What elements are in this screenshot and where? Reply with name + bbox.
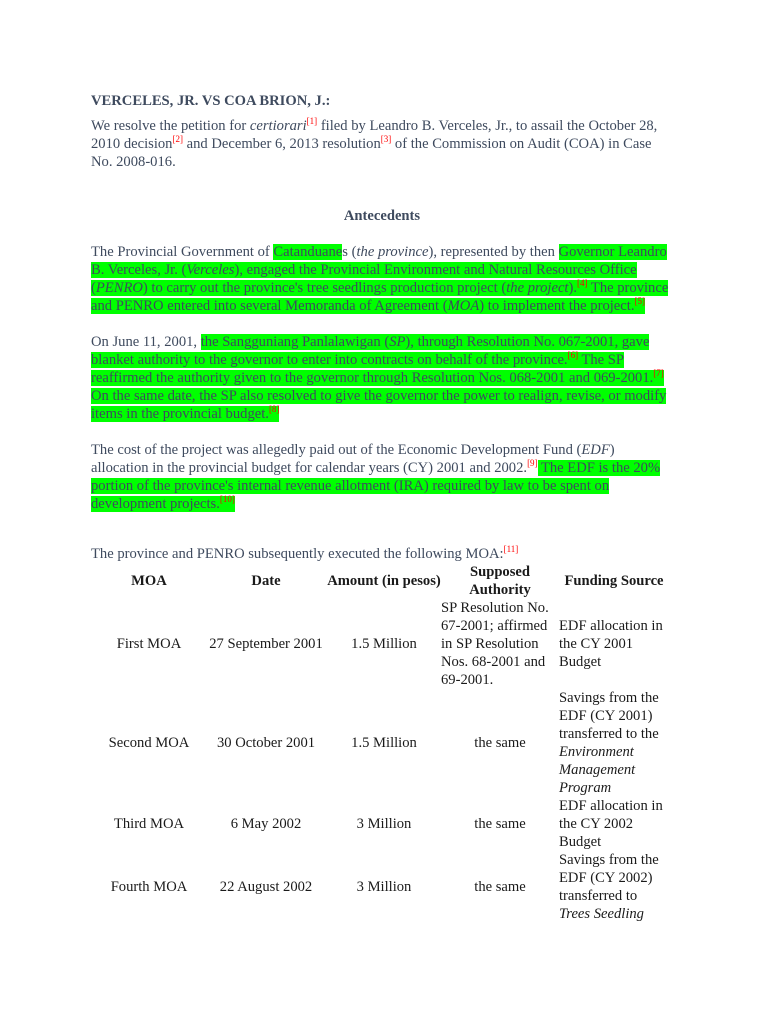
document-body bbox=[91, 92, 673, 513]
cell-date: 22 August 2002 bbox=[219, 879, 313, 895]
column-header-date: Date bbox=[251, 573, 281, 589]
cell-amount: 1.5 Million bbox=[351, 636, 417, 652]
text: s ( bbox=[342, 244, 357, 260]
column-header-amount: Amount (in pesos) bbox=[327, 573, 441, 589]
paragraph-background bbox=[91, 243, 673, 315]
text: We resolve the petition for bbox=[91, 118, 250, 134]
text: EDF bbox=[581, 442, 610, 458]
cell-date: 27 September 2001 bbox=[209, 636, 323, 652]
text: The province and PENRO subsequently executed the following MOA: bbox=[91, 546, 504, 562]
text: ), represented by then bbox=[428, 244, 559, 260]
footnote-ref[interactable]: [6] bbox=[567, 350, 579, 361]
cell-funding-source: Savings from the EDF (CY 2001) transferred to the Environment Management Program bbox=[559, 690, 659, 796]
highlighted-text: engaged the Provincial Environment and Natural Resources Office (PENRO) to carry out the province's tree seedlings production project (the project).[4] The province and PENRO entered into several Memoranda of Agreement (MOA) to implement the project.[5] bbox=[91, 262, 669, 314]
text: and December 6, 2013 resolution bbox=[182, 136, 381, 152]
cell-authority: the same bbox=[474, 879, 526, 895]
text: the province bbox=[356, 244, 429, 260]
paragraph-moa-intro bbox=[91, 545, 518, 563]
highlighted-text: Governor Leandro B. Verceles, Jr. (Verceles), bbox=[91, 244, 667, 278]
column-header-moa: MOA bbox=[131, 573, 167, 589]
text: filed by Leandro B. Verceles, Jr., to assail the October 28, 2010 decision bbox=[91, 118, 658, 152]
text: ) allocation in the provincial budget for calendar years (CY) 2001 and 2002. bbox=[91, 442, 615, 476]
footnote-ref[interactable]: [2] bbox=[172, 134, 183, 145]
cell-funding-source: Savings from the EDF (CY 2002) transferred to Trees Seedling bbox=[559, 852, 659, 922]
cell-moa: Second MOA bbox=[108, 735, 190, 751]
section-heading: Antecedents bbox=[343, 208, 421, 224]
text: The Provincial Government of bbox=[91, 244, 274, 260]
column-header-funding-source: Funding Source bbox=[564, 573, 664, 589]
highlighted-text: Catanduane bbox=[273, 244, 343, 260]
cell-amount: 3 Million bbox=[356, 816, 412, 832]
footnote-ref[interactable]: [9] bbox=[527, 458, 538, 469]
table-row bbox=[93, 689, 669, 797]
moa-table bbox=[93, 563, 669, 923]
footnote-ref[interactable]: [11] bbox=[503, 544, 519, 555]
table-row bbox=[93, 797, 669, 851]
cell-moa: Fourth MOA bbox=[110, 879, 188, 895]
table-header-row bbox=[93, 563, 669, 599]
footnote-ref[interactable]: [3] bbox=[380, 134, 392, 145]
footnote-ref[interactable]: [10] bbox=[219, 494, 235, 505]
footnote-ref[interactable]: [4] bbox=[577, 278, 588, 289]
highlighted-text: the Sangguniang Panlalawigan (SP), through Resolution No. 067-2001, gave blanket authority to the governor to enter into contracts on behalf of the province.[6] The SP reaffirmed the authority given to the governor through Resolution Nos. 068-2001 and 069-2001.[7] On the same date, the SP also resolved to give the governor the power to realign, revise, or modify items in the provincial budget.[8] bbox=[91, 334, 667, 422]
case-title: VERCELES, JR. VS COA BRION, J.: bbox=[91, 93, 331, 109]
cell-funding-source: EDF allocation in the CY 2002 Budget bbox=[559, 798, 663, 850]
cell-authority: SP Resolution No. 67-2001; affirmed in SP Resolution Nos. 68-2001 and 69-2001. bbox=[441, 600, 549, 688]
footnote-ref[interactable]: [8] bbox=[268, 404, 280, 415]
highlighted-text: The EDF is the 20% portion of the province's internal revenue allotment (IRA) required by law to be spent on development projects.[10] bbox=[91, 460, 661, 512]
paragraph-petition bbox=[91, 117, 673, 171]
paragraph-sp-resolution bbox=[91, 333, 673, 423]
footnote-ref[interactable]: [7] bbox=[653, 368, 664, 379]
table-row bbox=[93, 599, 669, 689]
footnote-ref[interactable]: [5] bbox=[634, 296, 645, 307]
paragraph-edf bbox=[91, 441, 673, 513]
text: On June 11, 2001, bbox=[91, 334, 201, 350]
cell-date: 6 May 2002 bbox=[230, 816, 302, 832]
text: The cost of the project was allegedly paid out of the Economic Development Fund ( bbox=[91, 442, 582, 458]
cell-amount: 1.5 Million bbox=[351, 735, 417, 751]
table-row bbox=[93, 851, 669, 923]
cell-funding-source: EDF allocation in the CY 2001 Budget bbox=[559, 618, 663, 670]
cell-amount: 3 Million bbox=[356, 879, 412, 895]
cell-moa: First MOA bbox=[116, 636, 182, 652]
cell-authority: the same bbox=[474, 816, 526, 832]
column-header-authority: Supposed Authority bbox=[469, 564, 531, 598]
text: certiorari bbox=[249, 118, 307, 134]
footnote-ref[interactable]: [1] bbox=[306, 116, 318, 127]
text: of the Commission on Audit (COA) in Case No. 2008-016. bbox=[91, 136, 652, 170]
cell-moa: Third MOA bbox=[113, 816, 185, 832]
cell-authority: the same bbox=[474, 735, 526, 751]
cell-date: 30 October 2001 bbox=[216, 735, 316, 751]
